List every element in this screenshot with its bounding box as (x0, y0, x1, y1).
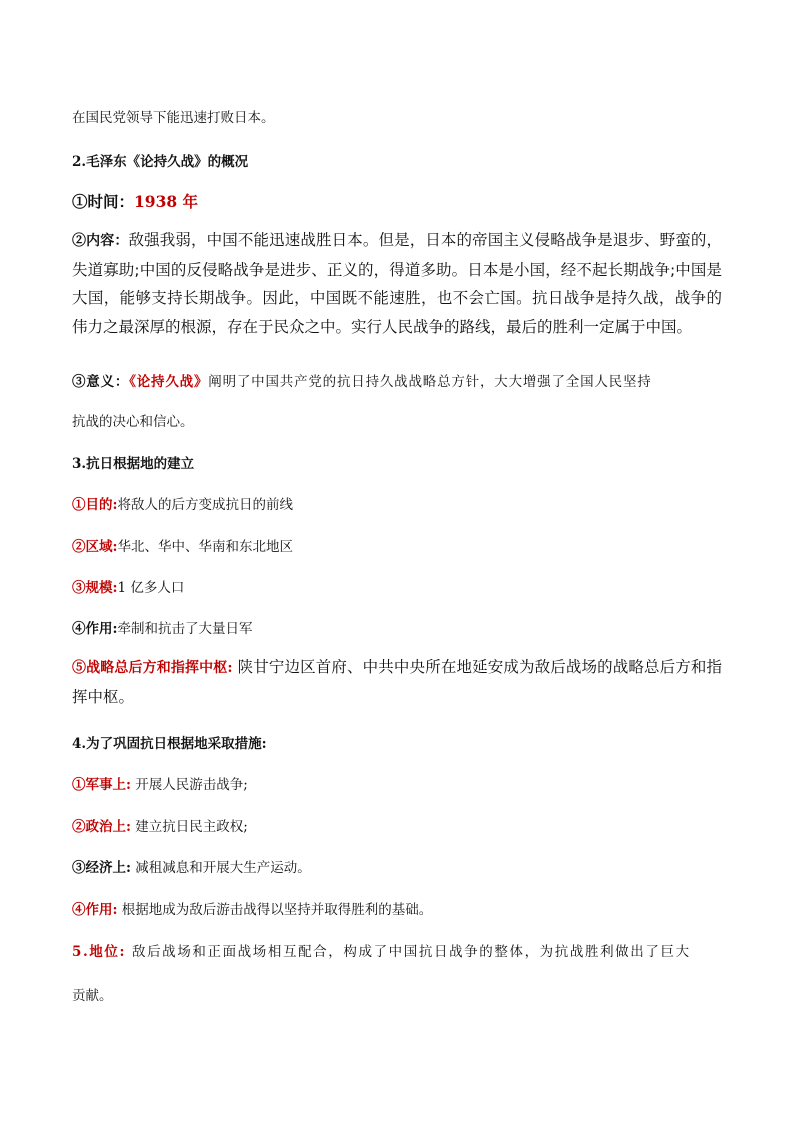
item-text: 华北、华中、华南和东北地区 (117, 539, 293, 555)
item-label: ③规模: (72, 580, 118, 596)
list-item (72, 815, 248, 835)
list-item (72, 493, 293, 513)
item-text: 1 亿多人口 (117, 580, 185, 596)
content-label: ②内容： (72, 233, 129, 249)
line-text: 在国民党领导下能迅速打败日本。 (72, 110, 275, 126)
list-item (72, 898, 432, 918)
significance-text-2: 抗战的决心和信心。 (72, 414, 194, 430)
item-text: 陕甘宁边区首府、中共中央所在地延安成为敌后战场的战略总后方和指挥中枢。 (72, 658, 723, 706)
item-label: ④作用: (72, 621, 118, 637)
heading-text: 2.毛泽东《论持久战》的概况 (72, 154, 249, 170)
section-heading-4 (72, 732, 267, 752)
list-item (72, 576, 184, 596)
strategic-rear-paragraph (72, 653, 722, 711)
item-label: ②区域: (72, 539, 118, 555)
list-item (72, 856, 311, 876)
item-text: 将敌人的后方变成抗日的前线 (117, 497, 293, 513)
status-text-1: 敌后战场和正面战场相互配合，构成了中国抗日战争的整体，为抗战胜利做出了巨大 (126, 944, 691, 960)
status-text-2: 贡献。 (72, 988, 113, 1004)
item-label: ②政治上: (72, 819, 131, 835)
time-value: 1938 年 (134, 192, 199, 211)
time-label: ①时间： (72, 192, 135, 211)
item-label: ④作用: (72, 902, 118, 918)
list-item (72, 773, 248, 793)
item-label: ①军事上: (72, 777, 131, 793)
list-item (72, 617, 252, 637)
heading-text: 3.抗日根据地的建立 (72, 456, 195, 472)
list-item (72, 535, 293, 555)
heading-text: 4.为了巩固抗日根据地采取措施: (72, 736, 267, 752)
item-text: 建立抗日民主政权; (130, 819, 248, 835)
item-text: 开展人民游击战争; (130, 777, 248, 793)
status-label: 5.地位: (72, 944, 127, 960)
item-label: ①目的: (72, 497, 118, 513)
content-text: 敌强我弱，中国不能迅速战胜日本。但是，日本的帝国主义侵略战争是退步、野蛮的，失道寡助;中国的反侵略战争是进步、正义的，得道多助。日本是小国，经不起长期战争;中国是大国，能够支持长期战争。因此，中国既不能速胜，也不会亡国。抗日战争是持久战，战争的伟力之最深厚的根源，存在于民众之中。实行人民战争的路线，最后的胜利一定属于中国。 (72, 231, 723, 336)
significance-text-1: 阐明了中国共产党的抗日持久战战略总方针，大大增强了全国人民坚持 (208, 374, 652, 390)
item-text: 牵制和抗击了大量日军 (117, 621, 253, 637)
significance-line-1 (72, 370, 652, 390)
time-line (72, 190, 198, 212)
significance-label: ③意义： (72, 374, 130, 390)
significance-line-2 (72, 410, 194, 430)
status-line-2 (72, 984, 113, 1004)
item-text: 根据地成为敌后游击战得以坚持并取得胜利的基础。 (117, 902, 433, 918)
significance-book: 《论持久战》 (129, 374, 209, 390)
status-line-1 (72, 940, 691, 960)
text-line (72, 106, 275, 126)
section-heading-2 (72, 150, 248, 170)
section-heading-3 (72, 452, 194, 472)
item-text: 减租减息和开展大生产运动。 (130, 860, 311, 876)
item-label: ⑤战略总后方和指挥中枢: (72, 660, 233, 676)
item-label: ③经济上: (72, 860, 131, 876)
content-paragraph (72, 226, 722, 341)
